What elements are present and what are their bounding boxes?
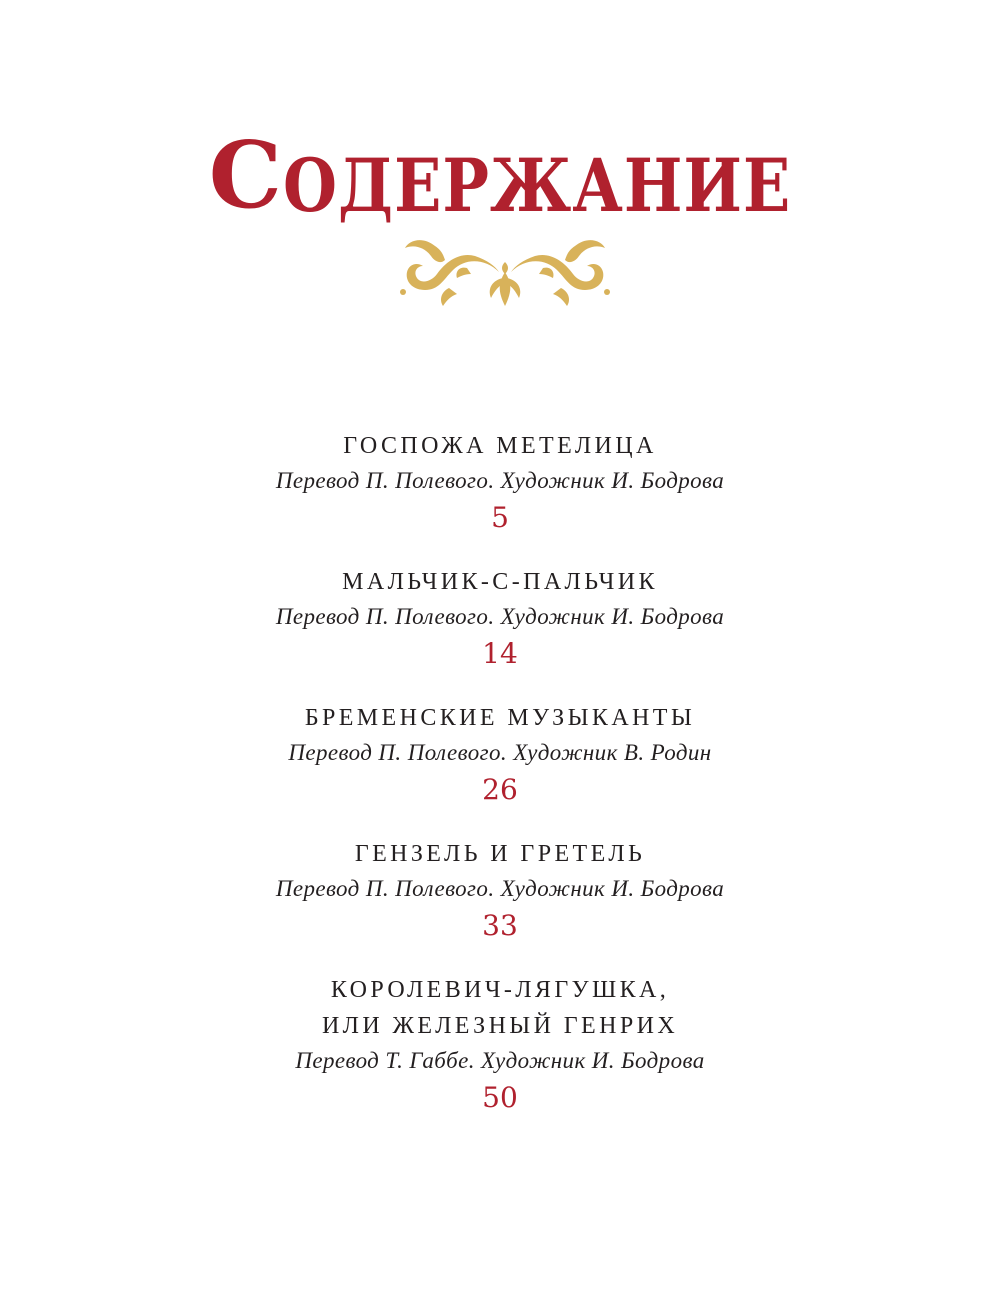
table-of-contents [0,428,1000,1144]
toc-entry-credit: Перевод П. Полевого. Художник В. Родин [288,740,712,765]
toc-entry-title: ГЕНЗЕЛЬ И ГРЕТЕЛЬ [354,841,646,867]
toc-entry[interactable] [0,972,1000,1118]
ornament-right-leaf-top [565,240,605,262]
ornament-left-leaf-mid [456,268,471,278]
toc-entry[interactable] [0,700,1000,810]
toc-entry-credit: Перевод П. Полевого. Художник И. Бодрова [275,468,725,493]
page-title-rest: ОДЕРЖАНИЕ [282,142,792,229]
ornament-right-scroll [511,255,603,290]
toc-entry-credit: Перевод П. Полевого. Художник И. Бодрова [275,876,725,901]
ornament-right-dot [604,289,610,295]
ornament-left-leaf-low [441,288,457,306]
ornament-right-leaf-mid [539,268,554,278]
toc-entry-page-number: 14 [482,637,518,670]
ornament-left-scroll [407,255,499,290]
toc-entry-page-number: 5 [491,501,509,534]
toc-entry[interactable] [0,428,1000,538]
toc-entry[interactable] [0,836,1000,946]
ornament-left-leaf-top [405,240,445,262]
page-title-initial: С [208,121,283,229]
toc-entry-credit: Перевод Т. Габбе. Художник И. Бодрова [295,1048,705,1073]
toc-entry-title: ГОСПОЖА МЕТЕЛИЦА [343,433,657,459]
ornament-center-top [502,262,508,274]
toc-entry-title: БРЕМЕНСКИЕ МУЗЫКАНТЫ [304,705,696,731]
toc-entry-title: МАЛЬЧИК-С-ПАЛЬЧИК [342,569,658,595]
ornament-right-leaf-low [553,288,569,306]
ornament-left-dot [400,289,406,295]
ornament-center-drop [500,272,511,306]
toc-entry-page-number: 26 [482,773,518,806]
toc-entry-page-number: 50 [482,1081,518,1114]
toc-entry-credit: Перевод П. Полевого. Художник И. Бодрова [275,604,725,629]
toc-entry-title-line1: КОРОЛЕВИЧ-ЛЯГУШКА, [330,977,670,1003]
toc-entry-title-line2: ИЛИ ЖЕЛЕЗНЫЙ ГЕНРИХ [321,1013,679,1039]
ornament-flourish-icon [395,228,615,310]
toc-entry-page-number: 33 [482,909,518,942]
toc-entry[interactable] [0,564,1000,674]
